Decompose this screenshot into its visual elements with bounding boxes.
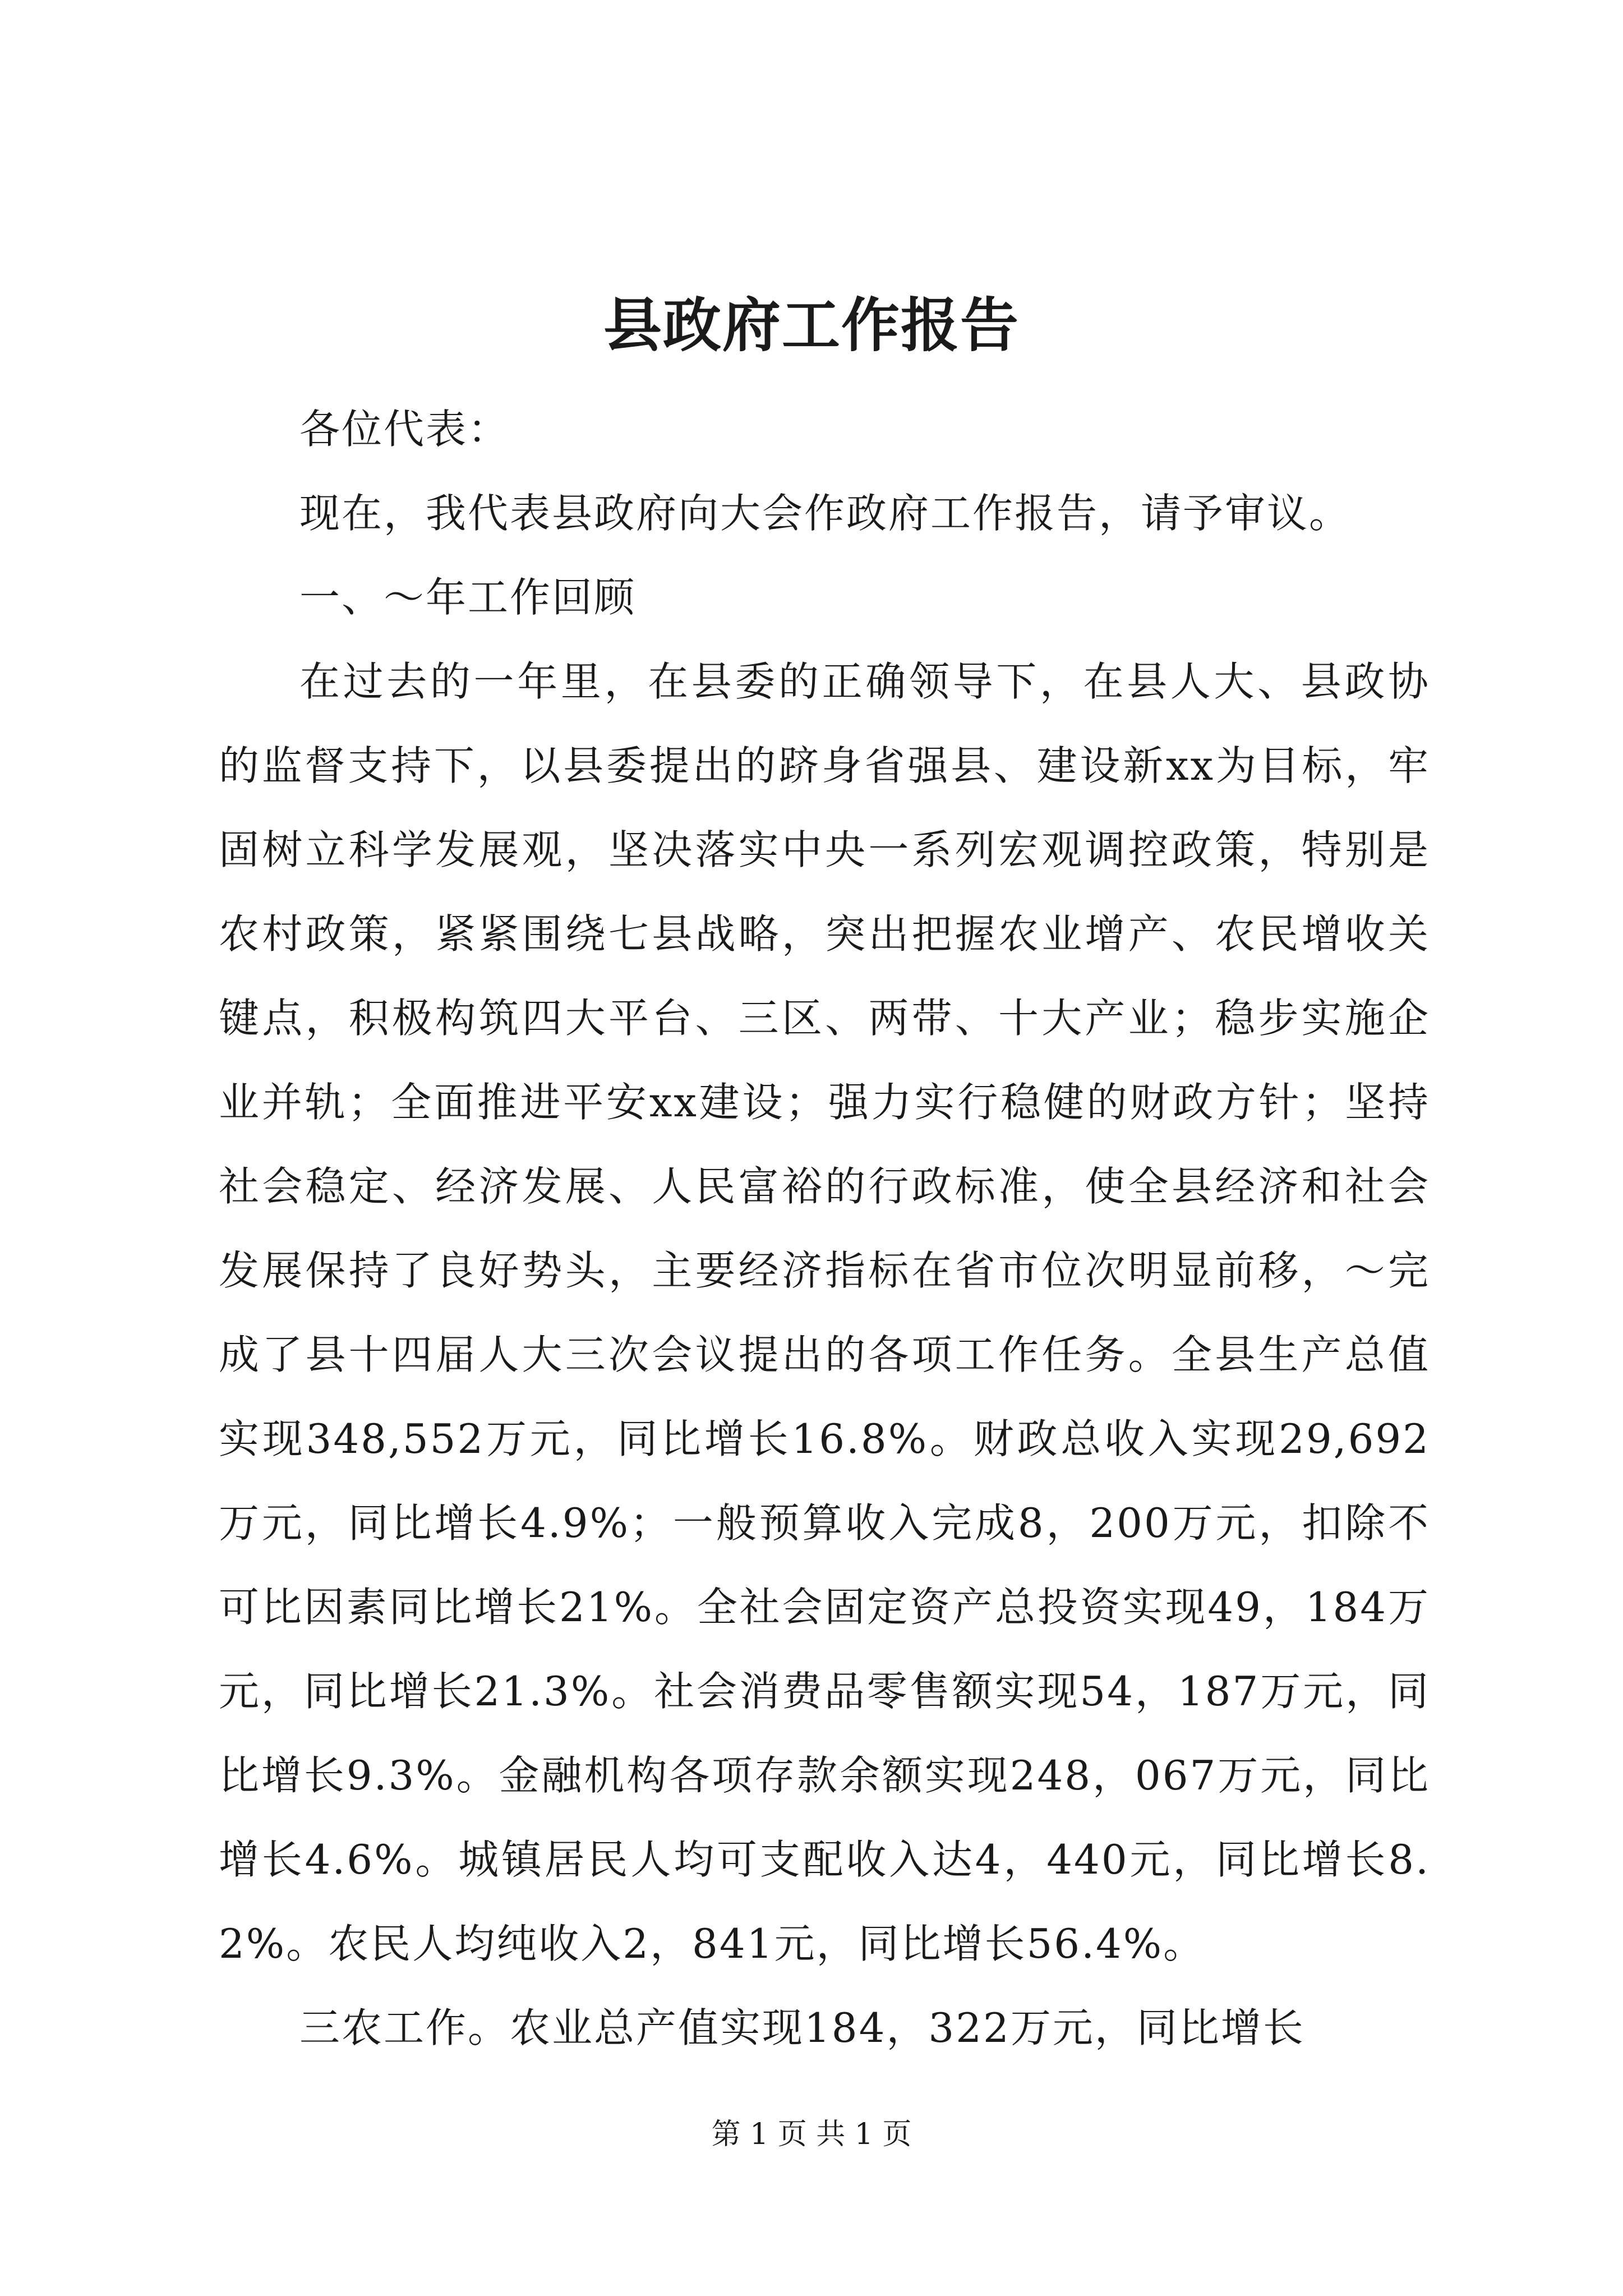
- document-title: 县政府工作报告: [603, 291, 1020, 360]
- document-body: [219, 387, 1430, 2070]
- review-paragraph: 在过去的一年里，在县委的正确领导下，在县人大、县政协的监督支持下，以县委提出的跻身省强县、建设新xx为目标，牢固树立科学发展观，坚决落实中央一系列宏观调控政策，特别是农村政策，紧紧围绕七县战略，突出把握农业增产、农民增收关键点，积极构筑四大平台、三区、两带、十大产业；稳步实施企业并轨；全面推进平安xx建设；强力实行稳健的财政方针；坚持社会稳定、经济发展、人民富裕的行政标准，使全县经济和社会发展保持了良好势头，主要经济指标在省市位次明显前移，～完成了县十四届人大三次会议提出的各项工作任务。全县生产总值实现348,552万元，同比增长16.8%。财政总收入实现29,692万元，同比增长4.9%；一般预算收入完成8，200万元，扣除不可比因素同比增长21%。全社会固定资产总投资实现49，184万元，同比增长21.3%。社会消费品零售额实现54，187万元，同比增长9.3%。金融机构各项存款余额实现248，067万元，同比增长4.6%。城镇居民人均可支配收入达4，440元，同比增长8.2%。农民人均纯收入2，841元，同比增长56.4%。: [219, 658, 1430, 1967]
- intro-paragraph: 现在，我代表县政府向大会作政府工作报告，请予审议。: [299, 490, 1352, 537]
- section-heading: 一、～年工作回顾: [299, 574, 637, 621]
- salutation-paragraph: 各位代表：: [299, 406, 510, 453]
- agriculture-paragraph: 三农工作。农业总产值实现184，322万元，同比增长: [299, 2004, 1305, 2051]
- page-footer: 第 1 页 共 1 页: [711, 2118, 912, 2151]
